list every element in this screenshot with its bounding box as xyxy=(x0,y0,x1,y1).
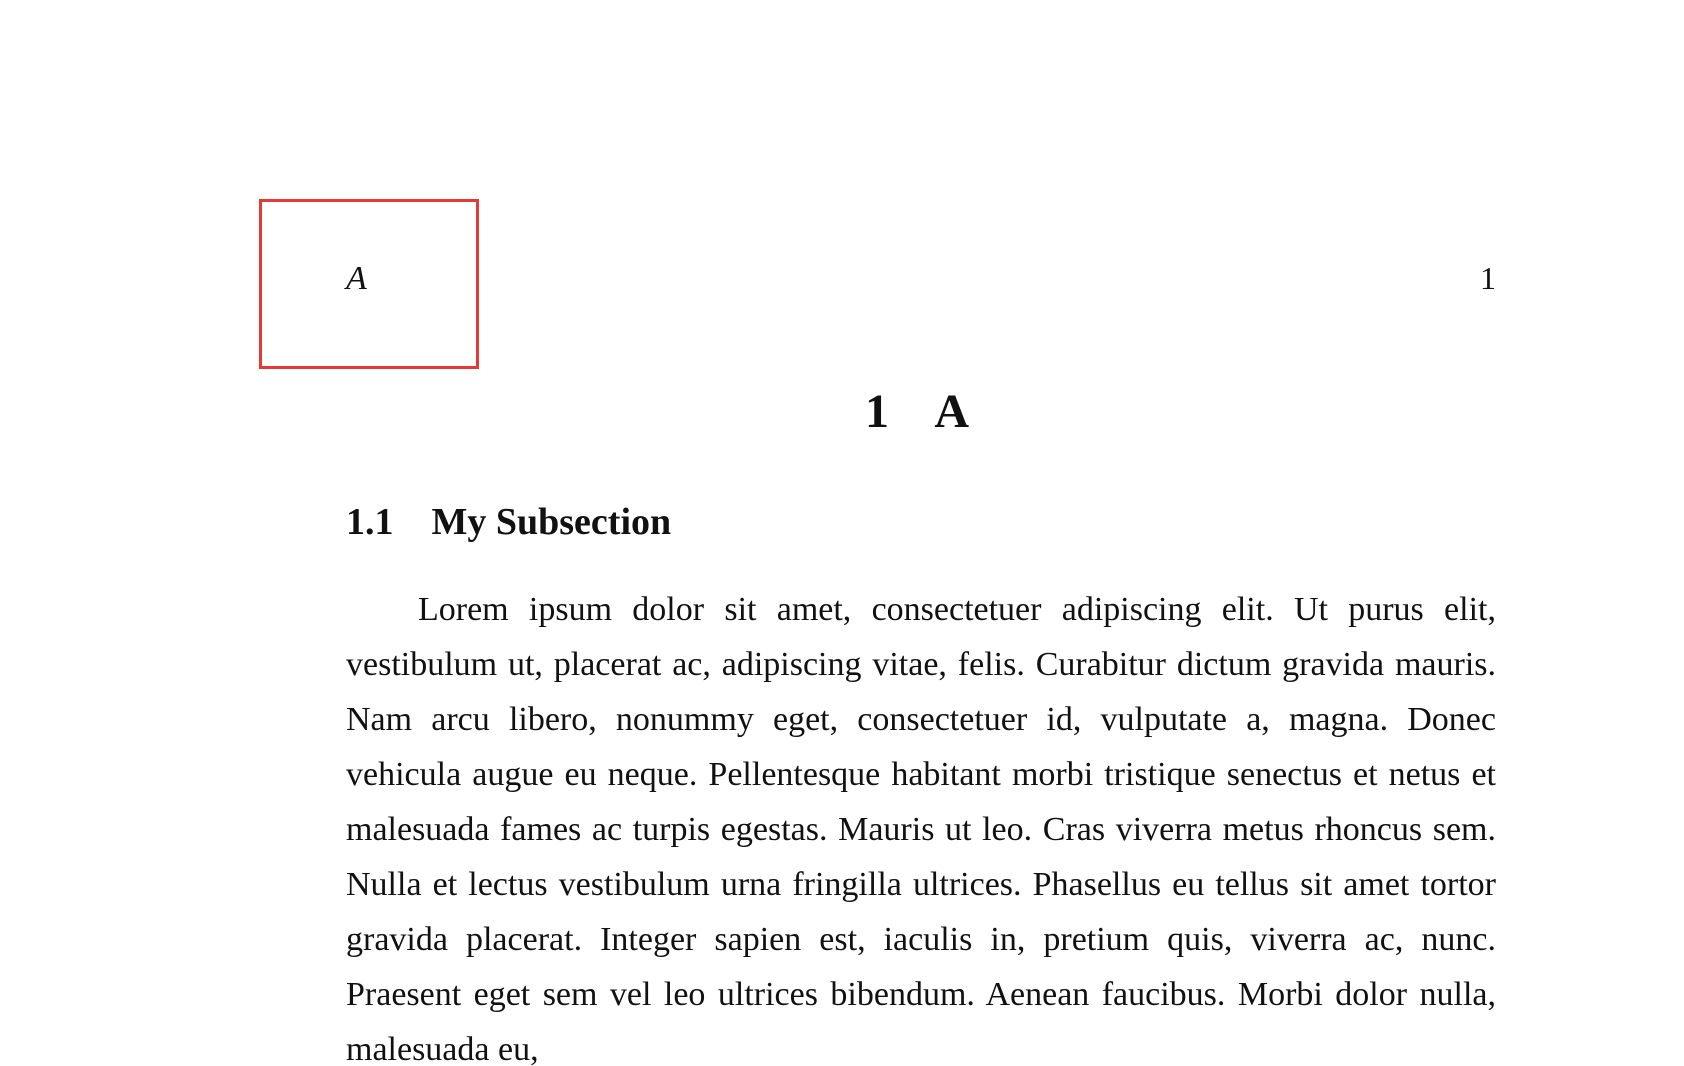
subsection-number: 1.1 xyxy=(346,501,394,543)
running-header-left: A xyxy=(346,260,367,297)
subsection-title-text: My Subsection xyxy=(431,501,672,543)
section-title-text: A xyxy=(934,385,970,438)
section-number: 1 xyxy=(864,385,889,438)
body-paragraph: Lorem ipsum dolor sit amet, consectetuer adipiscing elit. Ut purus elit, vestibulum ut, placerat ac, adipiscing vitae, felis. Curabitur dictum gravida mauris. Nam arcu libero, nonummy eget, consectetuer id, vulputate a, magna. Donec vehicula augue eu neque. Pellentesque habitant morbi tristique senectus et netus et malesuada fames ac turpis egestas. Mauris ut leo. Cras viverra metus rhoncus sem. Nulla et lectus vestibulum urna fringilla ultrices. Phasellus eu tellus sit amet tortor gravida placerat. Integer sapien est, iaculis in, pretium quis, viverra ac, nunc. Praesent eget sem vel leo ultrices bibendum. Aenean faucibus. Morbi dolor nulla, malesuada eu, xyxy=(346,591,1496,1066)
page-number: 1 xyxy=(1480,260,1496,296)
section-heading xyxy=(0,385,1684,438)
highlight-box xyxy=(259,199,479,369)
subsection-heading xyxy=(346,503,671,541)
